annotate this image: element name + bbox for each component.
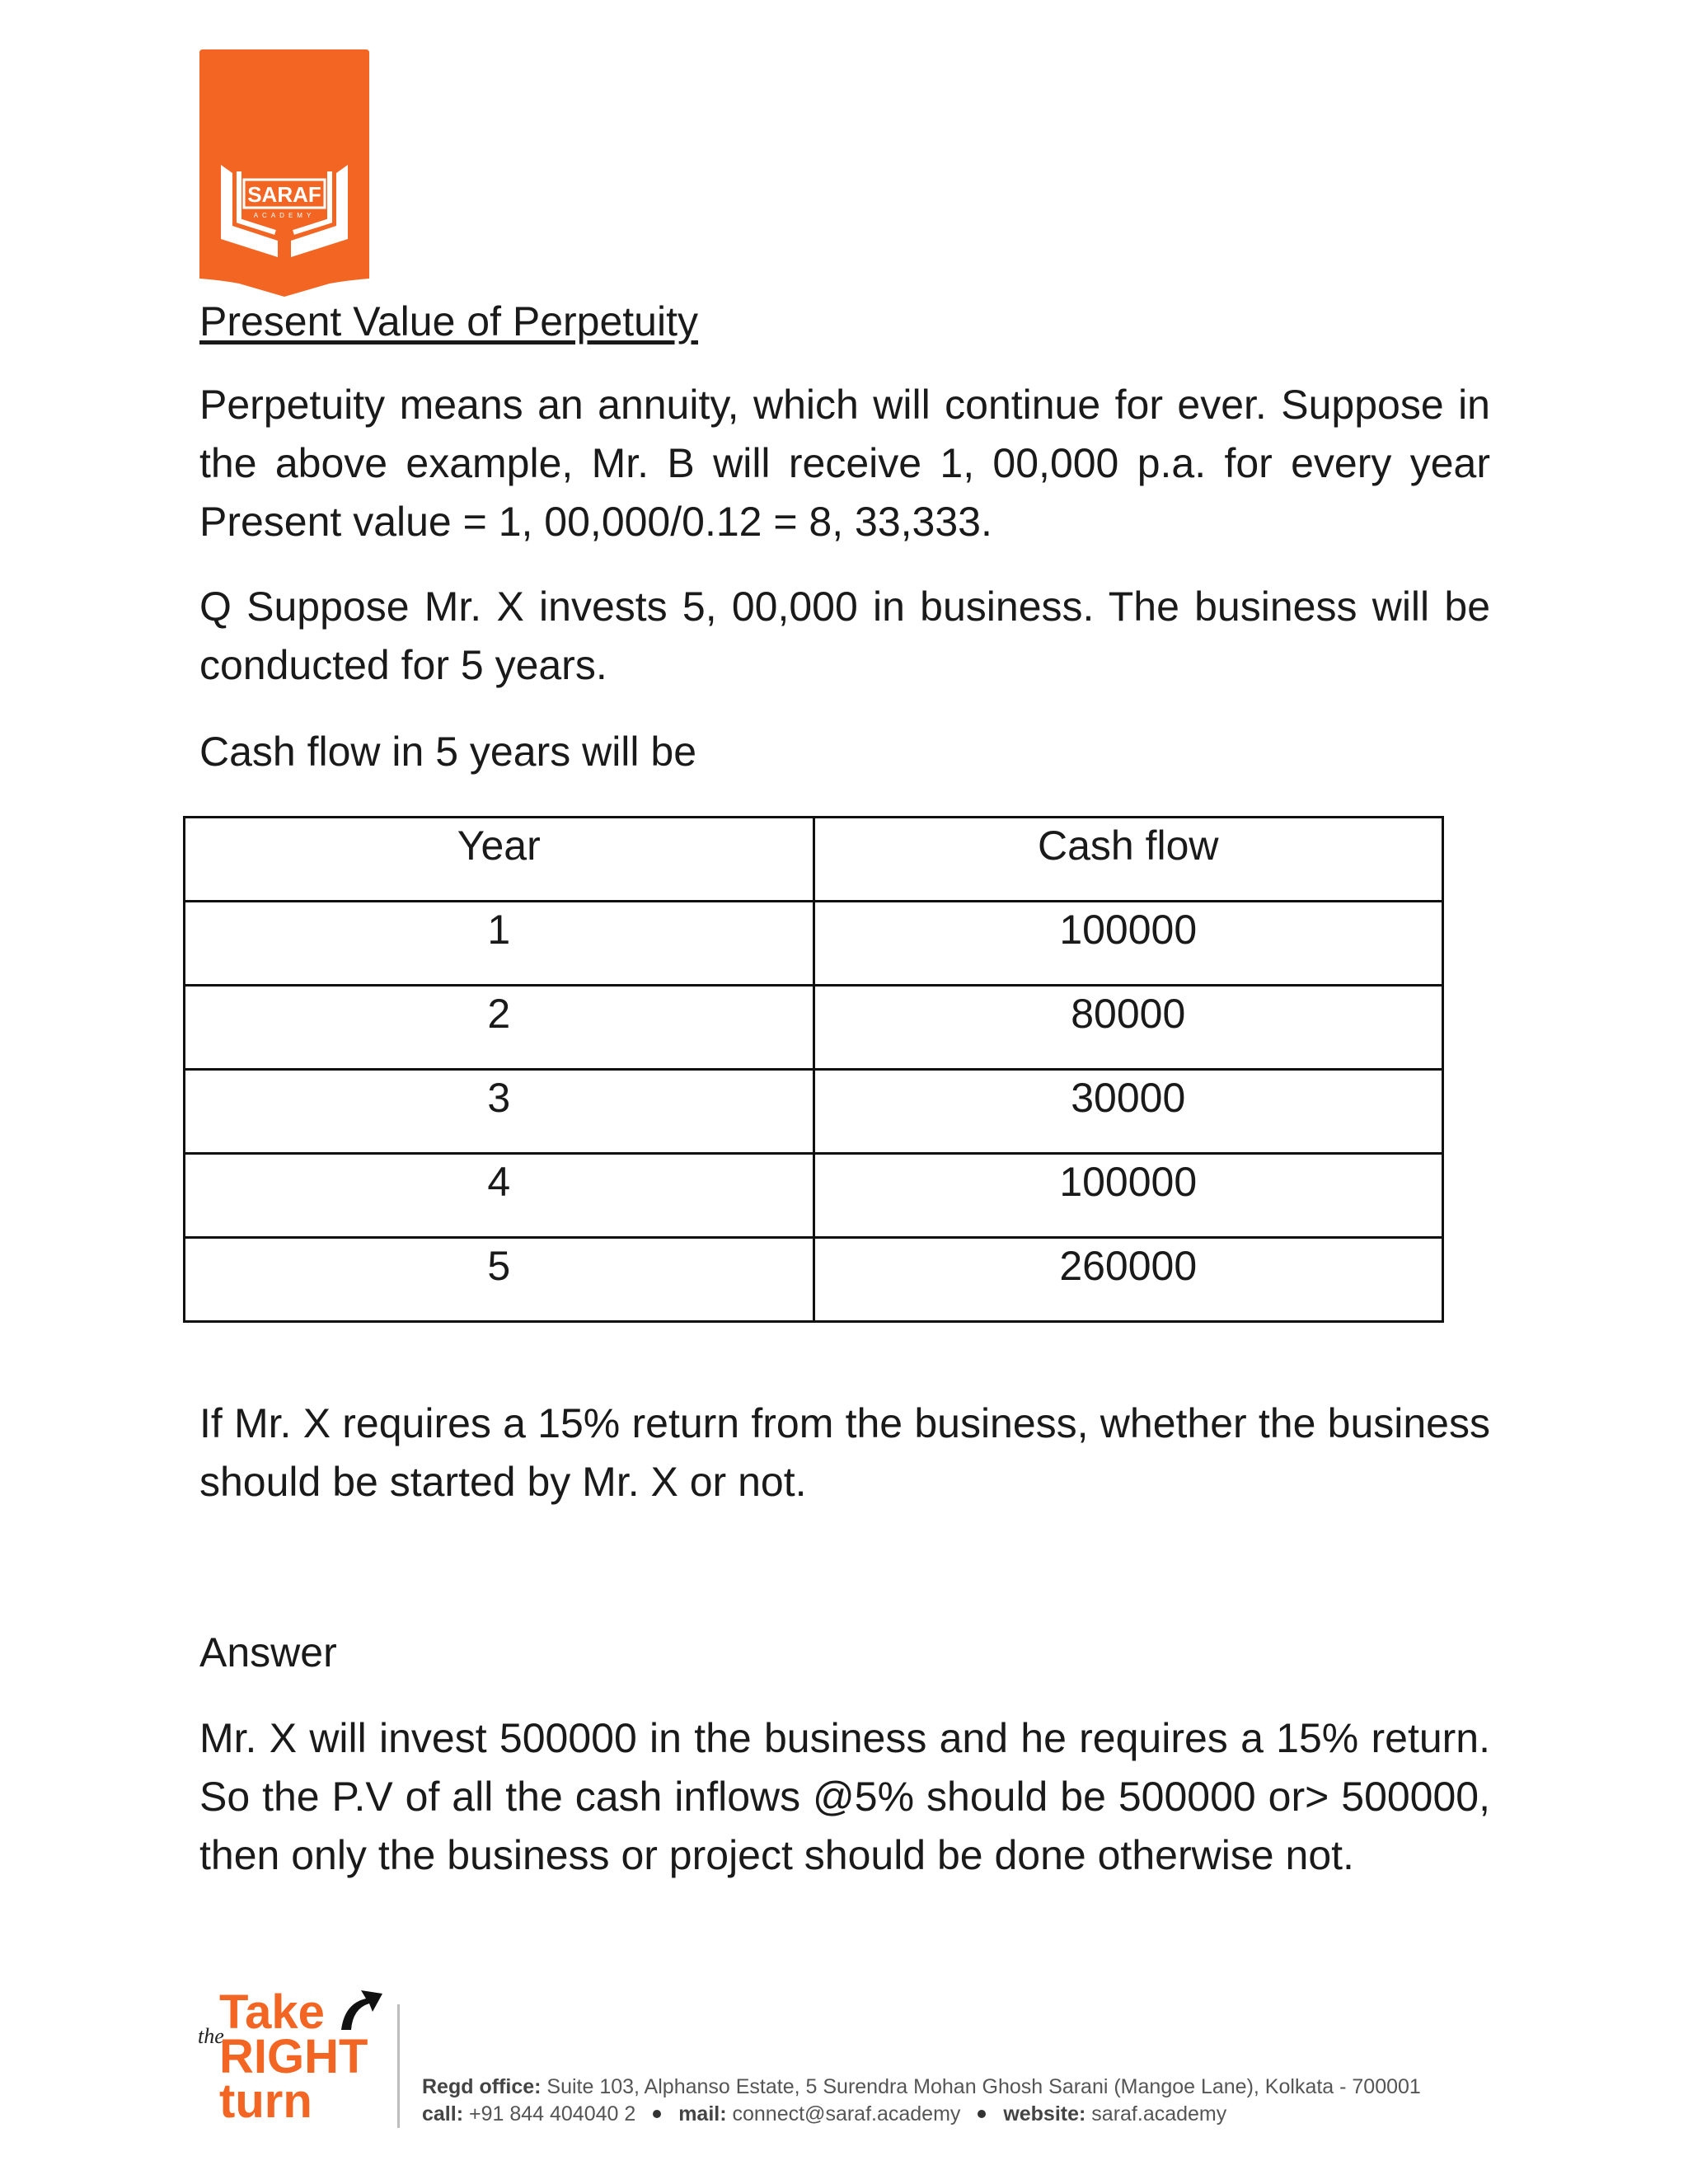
svg-text:Take: Take bbox=[219, 1985, 325, 2039]
table-row bbox=[185, 1238, 1443, 1322]
cash-flow-intro: Cash flow in 5 years will be bbox=[199, 729, 697, 775]
main-content bbox=[199, 297, 1490, 781]
table-row bbox=[185, 1070, 1443, 1154]
footer-contact-line bbox=[422, 2101, 1421, 2128]
column-header-cash-flow: Cash flow bbox=[814, 818, 1443, 902]
svg-text:ACADEMY: ACADEMY bbox=[253, 212, 316, 219]
bullet-icon bbox=[653, 2110, 661, 2118]
website-label: website: bbox=[1003, 2102, 1086, 2125]
office-label: Regd office: bbox=[422, 2075, 542, 2098]
svg-text:the: the bbox=[198, 2024, 224, 2048]
saraf-academy-logo bbox=[199, 49, 369, 297]
footer-divider bbox=[397, 2004, 400, 2128]
year-cell: 3 bbox=[185, 1070, 814, 1154]
table-header-row bbox=[185, 818, 1443, 902]
answer-text: Mr. X will invest 500000 in the business and he requires a 15% return. So the P.V of all the cash inflows @5% should be 500000 or> 500000, then only the business or project should be done otherwise not. bbox=[199, 1715, 1490, 1878]
svg-text:SARAF: SARAF bbox=[247, 182, 321, 207]
phone-number: +91 844 404040 2 bbox=[468, 2102, 636, 2125]
return-question bbox=[199, 1394, 1490, 1511]
svg-text:RIGHT: RIGHT bbox=[219, 2030, 368, 2083]
table-row bbox=[185, 1154, 1443, 1238]
cash-flow-cell: 100000 bbox=[814, 902, 1443, 986]
year-cell: 5 bbox=[185, 1238, 814, 1322]
table-row bbox=[185, 902, 1443, 986]
cash-flow-cell: 100000 bbox=[814, 1154, 1443, 1238]
footer-office-line bbox=[422, 2074, 1421, 2101]
perpetuity-paragraph: Perpetuity means an annuity, which will continue for ever. Suppose in the above example, Mr. B will receive 1, 00,000 p.a. for every year Present value = 1, 00,000/0.12 = 8, 33,333. bbox=[199, 382, 1490, 545]
table-row bbox=[185, 986, 1443, 1070]
answer-label: Answer bbox=[199, 1629, 337, 1675]
answer-block bbox=[199, 1709, 1490, 1885]
year-cell: 4 bbox=[185, 1154, 814, 1238]
cash-flow-cell: 80000 bbox=[814, 986, 1443, 1070]
section-heading: Present Value of Perpetuity bbox=[199, 298, 698, 344]
cash-flow-cell: 260000 bbox=[814, 1238, 1443, 1322]
call-label: call: bbox=[422, 2102, 464, 2125]
footer-contact bbox=[422, 2074, 1421, 2128]
mail-label: mail: bbox=[678, 2102, 727, 2125]
website-link[interactable]: saraf.academy bbox=[1091, 2102, 1227, 2125]
question-paragraph: Q Suppose Mr. X invests 5, 00,000 in business. The business will be conducted for 5 years. bbox=[199, 583, 1490, 688]
year-cell: 1 bbox=[185, 902, 814, 986]
column-header-year: Year bbox=[185, 818, 814, 902]
return-question-text: If Mr. X requires a 15% return from the business, whether the business should be started by Mr. X or not. bbox=[199, 1400, 1490, 1505]
svg-text:turn: turn bbox=[219, 2074, 312, 2128]
take-the-right-turn-logo bbox=[196, 1982, 386, 2130]
email-link[interactable]: connect@saraf.academy bbox=[732, 2102, 961, 2125]
year-cell: 2 bbox=[185, 986, 814, 1070]
cash-flow-cell: 30000 bbox=[814, 1070, 1443, 1154]
office-address: Suite 103, Alphanso Estate, 5 Surendra Mohan Ghosh Sarani (Mangoe Lane), Kolkata - 700001 bbox=[546, 2075, 1421, 2098]
bullet-icon bbox=[978, 2110, 986, 2118]
cash-flow-table bbox=[183, 816, 1444, 1323]
